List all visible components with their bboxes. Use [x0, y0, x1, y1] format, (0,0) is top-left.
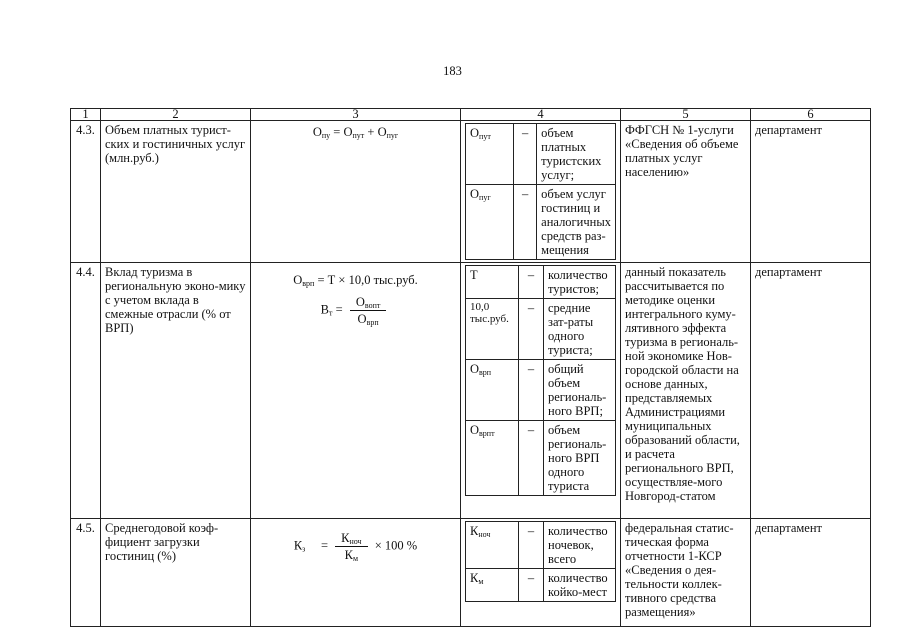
table-row: [71, 121, 871, 263]
row-number: 4.5.: [71, 519, 101, 627]
indicator-name: Среднегодовой коэф-фициент загрузки гостиниц (%): [101, 519, 251, 627]
fraction: $\frac{К_{ноч}}{К_м}$: [335, 531, 367, 562]
responsible-department: департамент: [751, 263, 871, 519]
indicator-name: Объем платных турист-ских и гостиничных услуг (млн.руб.): [101, 121, 251, 263]
definition-item: $О_{врпт}$ – объем региональ-ного ВРП одного туриста: [466, 421, 616, 496]
definitions-list: [465, 123, 616, 260]
row-number: 4.4.: [71, 263, 101, 519]
definition-item: $К_{ноч}$ – количество ночевок, всего: [466, 522, 616, 569]
responsible-department: департамент: [751, 121, 871, 263]
definition-item: $К_м$ – количество койко-мест: [466, 569, 616, 602]
fraction: $\frac{О_{вопт}}{О_{врп}}$: [350, 295, 387, 326]
column-header: 2: [101, 109, 251, 121]
definitions-cell: [461, 121, 621, 263]
data-source: федеральная статис-тическая форма отчетности 1-КСР «Сведения о дея-тельности коллек-тивного средства размещения»: [621, 519, 751, 627]
definitions-cell: [461, 519, 621, 627]
definition-item: $О_{пут}$ – объем платных туристских услуг;: [466, 124, 616, 185]
table-row: [71, 519, 871, 627]
definition-item: Т – количество туристов;: [466, 266, 616, 299]
page-number: 183: [443, 64, 462, 78]
formula-cell: [251, 519, 461, 627]
formula-cell: [251, 121, 461, 263]
column-header: 6: [751, 109, 871, 121]
formula: $К_з$ = $\frac{К_{ноч}}{К_м}$ × 100 %: [293, 531, 418, 563]
definitions-cell: [461, 263, 621, 519]
definition-item: $О_{пуг}$ – объем услуг гостиниц и аналогичных средств раз-мещения: [466, 185, 616, 260]
responsible-department: департамент: [751, 519, 871, 627]
table-row: [71, 263, 871, 519]
formula: $О_{врп} = Т \times 10,0$ тыс.руб.: [293, 273, 418, 288]
definition-item: $О_{врп}$ – общий объем региональ-ного ВРП;: [466, 360, 616, 421]
data-source: ФФГСН № 1-услуги «Сведения об объеме платных услуг населению»: [621, 121, 751, 263]
definition-item: 10,0 тыс.руб. – средние зат-раты одного туриста;: [466, 299, 616, 360]
indicator-name: Вклад туризма в региональную эконо-мику с учетом вклада в смежные отрасли (% от ВРП): [101, 263, 251, 519]
column-header: 5: [621, 109, 751, 121]
definitions-list: [465, 265, 616, 496]
indicator-table: [70, 108, 871, 627]
formula: $В_т$ = $\frac{О_{вопт}}{О_{врп}}$: [255, 295, 456, 326]
column-header: 4: [461, 109, 621, 121]
data-source: данный показатель рассчитывается по методике оценки интегрального куму-лятивного эффекта туризма в региональ-ной экономике Нов-городской области на основе данных, представляемых Администрациями муниципальных образований области, и расчета регионального ВРП, осуществляе-мого Новгород-статом: [621, 263, 751, 519]
row-number: 4.3.: [71, 121, 101, 263]
column-header: 1: [71, 109, 101, 121]
formula: $О_{пу} = О_{пут} + О_{пуг}$: [312, 125, 399, 140]
header-row: [71, 109, 871, 121]
column-header: 3: [251, 109, 461, 121]
formula-cell: [251, 263, 461, 519]
definitions-list: [465, 521, 616, 602]
